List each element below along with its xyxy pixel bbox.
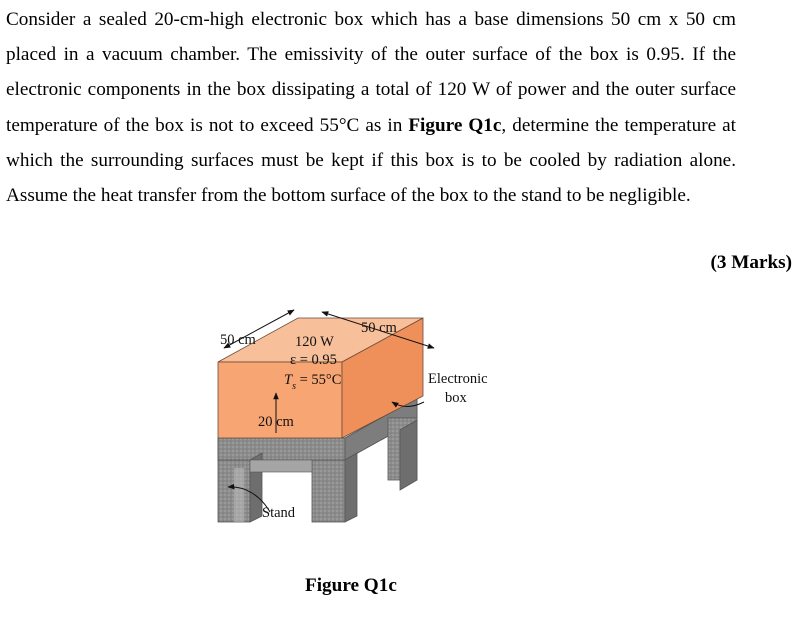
- stand-leg-front-right: [312, 460, 345, 522]
- label-stand: Stand: [262, 505, 296, 521]
- label-height: 20 cm: [258, 414, 294, 430]
- question-text-part2: , determine the temperature at which the surrounding surfaces must be kept if this box is to be cooled by radiation alone. Assume the heat transfer from the bottom surface of the box to the stand to be negligible.: [6, 114, 736, 207]
- label-emissivity: ε = 0.95: [290, 352, 337, 368]
- stand-front: [218, 438, 345, 460]
- figure-reference: Figure Q1c: [408, 114, 502, 136]
- label-power: 120 W: [295, 334, 334, 350]
- stand-leg-front-right-side: [345, 453, 357, 522]
- stand-leg-back-right-side: [400, 420, 417, 490]
- label-surface-temp: $T_s = 55^\circ C$: [284, 372, 342, 392]
- label-depth: 50 cm: [361, 320, 397, 336]
- figure-caption: Figure Q1c: [305, 575, 397, 596]
- box-on-stand-diagram: [140, 290, 580, 558]
- label-box: box: [445, 390, 467, 406]
- figure-q1c: [140, 290, 580, 558]
- question-text-part1: Consider a sealed 20-cm-high electronic box which has a base dimensions 50 cm x 50 cm placed in a vacuum chamber. The emissivity of the outer surface of the box is 0.95. If the electronic components in the box dissipating a total of 120 W of power and the outer surface temperature of the box is not to exceed 55°C as in: [6, 9, 736, 136]
- label-width: 50 cm: [220, 332, 256, 348]
- marks-label: (3 Marks): [710, 252, 792, 273]
- question-text: [6, 2, 736, 213]
- label-electronic: Electronic: [428, 371, 488, 387]
